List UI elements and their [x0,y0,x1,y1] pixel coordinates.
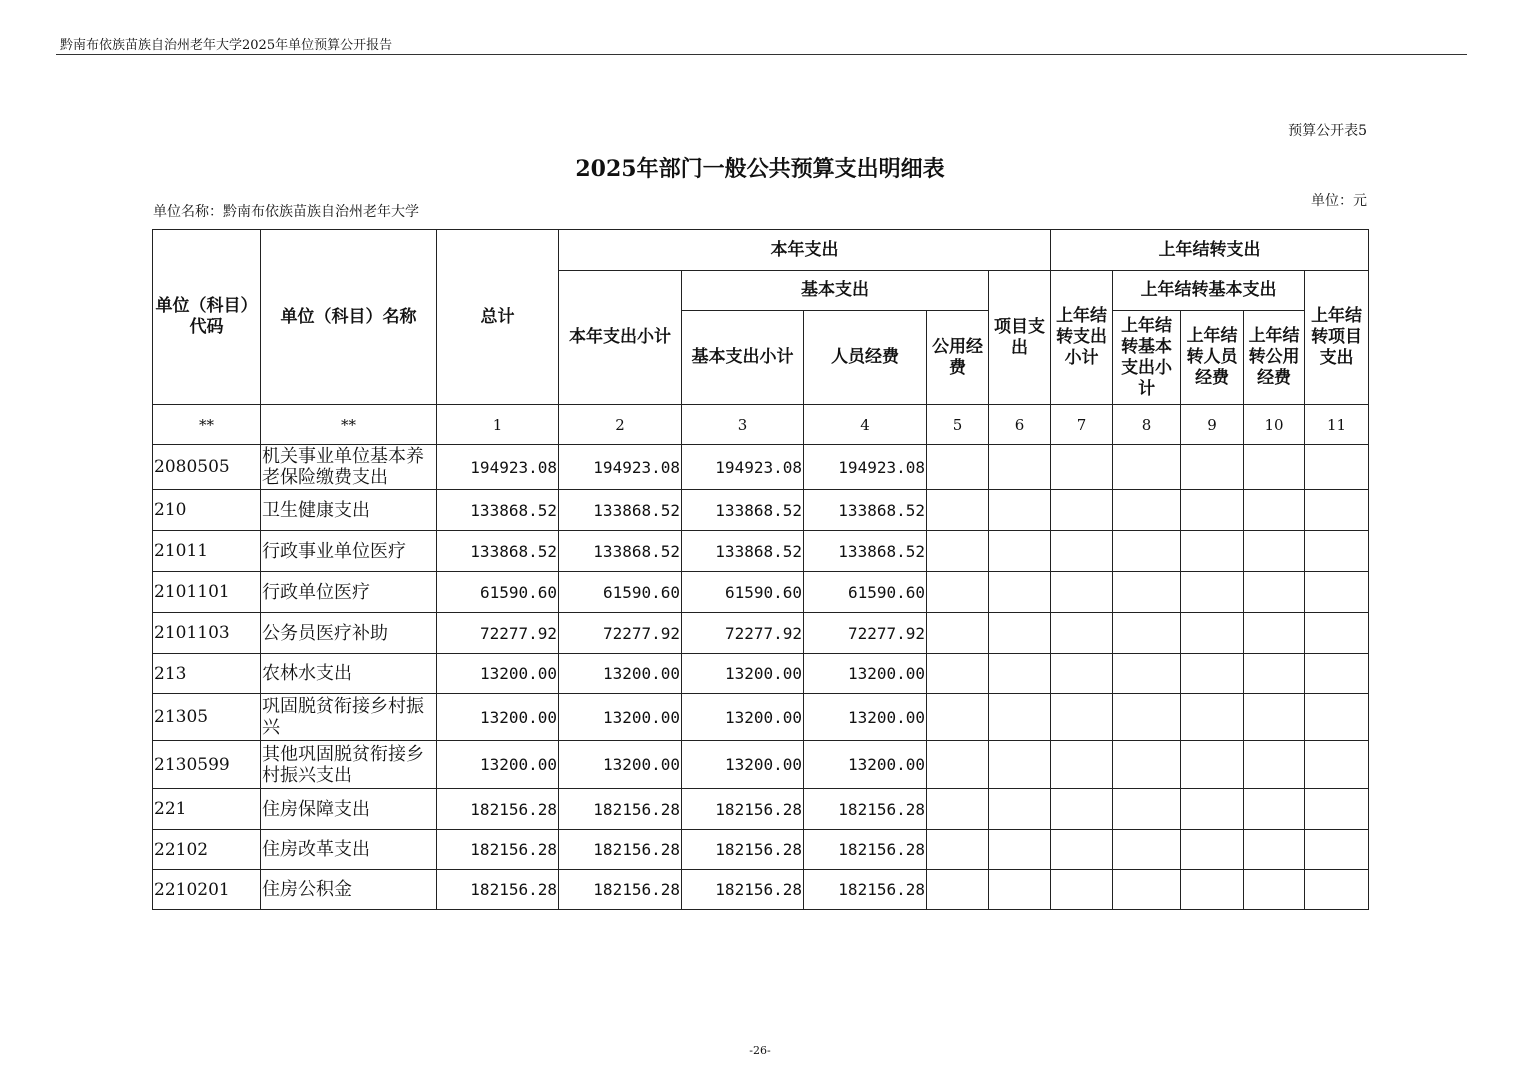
cell-total: 182156.28 [437,870,559,910]
budget-table [152,229,1369,910]
cell-empty [1181,741,1244,789]
index-cell: 2 [559,405,682,445]
cell-empty [1244,870,1305,910]
cell-empty [1181,613,1244,654]
cell-name: 住房保障支出 [261,789,437,830]
cell-personnel: 182156.28 [804,830,927,870]
cell-empty [927,694,989,741]
index-cell: 11 [1305,405,1369,445]
cell-basic: 194923.08 [682,445,804,490]
cell-empty [1244,445,1305,490]
cell-empty [1181,445,1244,490]
cell-subtotal: 182156.28 [559,870,682,910]
cell-empty [1244,572,1305,613]
cell-subtotal: 194923.08 [559,445,682,490]
header-name: 单位（科目）名称 [261,230,437,405]
cell-code: 22102 [153,830,261,870]
header-carry-project: 上年结转项目支出 [1305,271,1369,405]
cell-empty [1305,490,1369,531]
cell-name: 公务员医疗补助 [261,613,437,654]
cell-basic: 61590.60 [682,572,804,613]
index-cell: ** [261,405,437,445]
cell-empty [927,654,989,694]
table-row [153,490,1369,531]
cell-empty [1244,531,1305,572]
cell-total: 13200.00 [437,694,559,741]
cell-empty [989,531,1051,572]
cell-total: 133868.52 [437,531,559,572]
cell-empty [1113,445,1181,490]
cell-basic: 72277.92 [682,613,804,654]
cell-empty [927,830,989,870]
cell-empty [1181,789,1244,830]
cell-empty [1305,531,1369,572]
cell-empty [1051,741,1113,789]
cell-empty [1305,654,1369,694]
cell-empty [1305,572,1369,613]
cell-basic: 13200.00 [682,654,804,694]
cell-code: 21011 [153,531,261,572]
table-row [153,654,1369,694]
index-row [153,405,1369,445]
header-current-subtotal: 本年支出小计 [559,271,682,405]
cell-name: 住房公积金 [261,870,437,910]
cell-empty [1181,654,1244,694]
cell-subtotal: 13200.00 [559,741,682,789]
cell-empty [1113,613,1181,654]
index-cell: 7 [1051,405,1113,445]
cell-empty [927,490,989,531]
cell-subtotal: 133868.52 [559,531,682,572]
header-carry-basic: 上年结转基本支出 [1113,271,1305,311]
cell-empty [1051,870,1113,910]
table-row [153,789,1369,830]
table-row [153,741,1369,789]
cell-total: 182156.28 [437,789,559,830]
cell-basic: 182156.28 [682,870,804,910]
cell-empty [1051,654,1113,694]
header-carryover: 上年结转支出 [1051,230,1369,271]
cell-subtotal: 13200.00 [559,654,682,694]
cell-personnel: 182156.28 [804,789,927,830]
cell-empty [1051,490,1113,531]
unit-name: 单位名称：黔南布依族苗族自治州老年大学 [153,204,419,220]
cell-basic: 13200.00 [682,741,804,789]
header-basic-subtotal: 基本支出小计 [682,311,804,405]
table-title: 2025年部门一般公共预算支出明细表 [575,156,945,182]
cell-basic: 133868.52 [682,531,804,572]
cell-subtotal: 133868.52 [559,490,682,531]
index-cell: 10 [1244,405,1305,445]
cell-empty [1113,654,1181,694]
cell-basic: 133868.52 [682,490,804,531]
cell-empty [989,654,1051,694]
cell-code: 2130599 [153,741,261,789]
cell-empty [1244,613,1305,654]
cell-empty [989,870,1051,910]
cell-empty [927,445,989,490]
cell-total: 13200.00 [437,654,559,694]
header-carry-basic-subtotal: 上年结转基本支出小计 [1113,311,1181,405]
table-row [153,870,1369,910]
cell-name: 行政单位医疗 [261,572,437,613]
cell-empty [1244,490,1305,531]
index-cell: 6 [989,405,1051,445]
cell-empty [1051,694,1113,741]
cell-empty [1181,694,1244,741]
cell-personnel: 133868.52 [804,531,927,572]
cell-empty [1113,694,1181,741]
cell-code: 2101103 [153,613,261,654]
cell-subtotal: 61590.60 [559,572,682,613]
cell-total: 194923.08 [437,445,559,490]
header-total: 总计 [437,230,559,405]
cell-empty [989,572,1051,613]
cell-empty [989,445,1051,490]
cell-empty [1113,490,1181,531]
cell-empty [1181,531,1244,572]
cell-total: 61590.60 [437,572,559,613]
cell-empty [1051,830,1113,870]
cell-code: 21305 [153,694,261,741]
cell-empty [1244,694,1305,741]
cell-code: 2080505 [153,445,261,490]
cell-total: 13200.00 [437,741,559,789]
table-row [153,613,1369,654]
header-project: 项目支出 [989,271,1051,405]
cell-subtotal: 182156.28 [559,830,682,870]
cell-empty [989,694,1051,741]
cell-empty [1244,741,1305,789]
cell-empty [989,789,1051,830]
cell-empty [1244,789,1305,830]
cell-empty [927,572,989,613]
form-number: 预算公开表5 [1288,123,1367,139]
cell-empty [1305,445,1369,490]
cell-name: 其他巩固脱贫衔接乡村振兴支出 [261,741,437,789]
table-row [153,572,1369,613]
cell-empty [1113,741,1181,789]
index-cell: 4 [804,405,927,445]
cell-empty [1305,830,1369,870]
header-personnel: 人员经费 [804,311,927,405]
cell-empty [1113,789,1181,830]
cell-subtotal: 72277.92 [559,613,682,654]
report-header: 黔南布依族苗族自治州老年大学2025年单位预算公开报告 [60,38,393,53]
cell-name: 住房改革支出 [261,830,437,870]
cell-name: 机关事业单位基本养老保险缴费支出 [261,445,437,490]
cell-subtotal: 13200.00 [559,694,682,741]
table-row [153,445,1369,490]
cell-empty [1051,613,1113,654]
cell-name: 巩固脱贫衔接乡村振兴 [261,694,437,741]
cell-code: 2210201 [153,870,261,910]
cell-empty [1113,572,1181,613]
cell-empty [1305,613,1369,654]
cell-empty [989,830,1051,870]
index-cell: 8 [1113,405,1181,445]
cell-name: 农林水支出 [261,654,437,694]
cell-empty [1113,830,1181,870]
cell-empty [1181,830,1244,870]
cell-name: 行政事业单位医疗 [261,531,437,572]
cell-personnel: 194923.08 [804,445,927,490]
cell-empty [927,741,989,789]
cell-code: 221 [153,789,261,830]
cell-basic: 182156.28 [682,789,804,830]
cell-empty [1113,870,1181,910]
cell-empty [927,613,989,654]
cell-empty [1305,741,1369,789]
table-row [153,830,1369,870]
cell-total: 182156.28 [437,830,559,870]
cell-empty [1181,490,1244,531]
cell-empty [1244,654,1305,694]
cell-empty [989,741,1051,789]
cell-code: 2101101 [153,572,261,613]
cell-subtotal: 182156.28 [559,789,682,830]
cell-personnel: 182156.28 [804,870,927,910]
cell-empty [1305,789,1369,830]
header-carry-public: 上年结转公用经费 [1244,311,1305,405]
cell-empty [1113,531,1181,572]
cell-empty [927,870,989,910]
table-row [153,694,1369,741]
cell-empty [927,789,989,830]
header-basic: 基本支出 [682,271,989,311]
cell-empty [989,613,1051,654]
page-number: -26- [749,1044,771,1057]
cell-basic: 182156.28 [682,830,804,870]
cell-personnel: 13200.00 [804,654,927,694]
index-cell: 3 [682,405,804,445]
cell-empty [1305,694,1369,741]
header-rule [56,54,1467,55]
cell-personnel: 13200.00 [804,741,927,789]
cell-total: 133868.52 [437,490,559,531]
cell-name: 卫生健康支出 [261,490,437,531]
cell-personnel: 133868.52 [804,490,927,531]
header-code: 单位（科目）代码 [153,230,261,405]
cell-empty [1051,572,1113,613]
cell-basic: 13200.00 [682,694,804,741]
header-carry-personnel: 上年结转人员经费 [1181,311,1244,405]
index-cell: 5 [927,405,989,445]
index-cell: 9 [1181,405,1244,445]
header-public: 公用经费 [927,311,989,405]
cell-total: 72277.92 [437,613,559,654]
cell-empty [1051,445,1113,490]
header-carry-subtotal: 上年结转支出小计 [1051,271,1113,405]
table-row [153,531,1369,572]
cell-empty [927,531,989,572]
cell-personnel: 13200.00 [804,694,927,741]
cell-empty [989,490,1051,531]
index-cell: ** [153,405,261,445]
cell-code: 210 [153,490,261,531]
unit-label: 单位：元 [1311,193,1367,209]
cell-empty [1181,572,1244,613]
cell-empty [1051,789,1113,830]
cell-empty [1305,870,1369,910]
cell-empty [1181,870,1244,910]
cell-personnel: 61590.60 [804,572,927,613]
cell-personnel: 72277.92 [804,613,927,654]
cell-empty [1051,531,1113,572]
cell-code: 213 [153,654,261,694]
index-cell: 1 [437,405,559,445]
header-current-year: 本年支出 [559,230,1051,271]
cell-empty [1244,830,1305,870]
